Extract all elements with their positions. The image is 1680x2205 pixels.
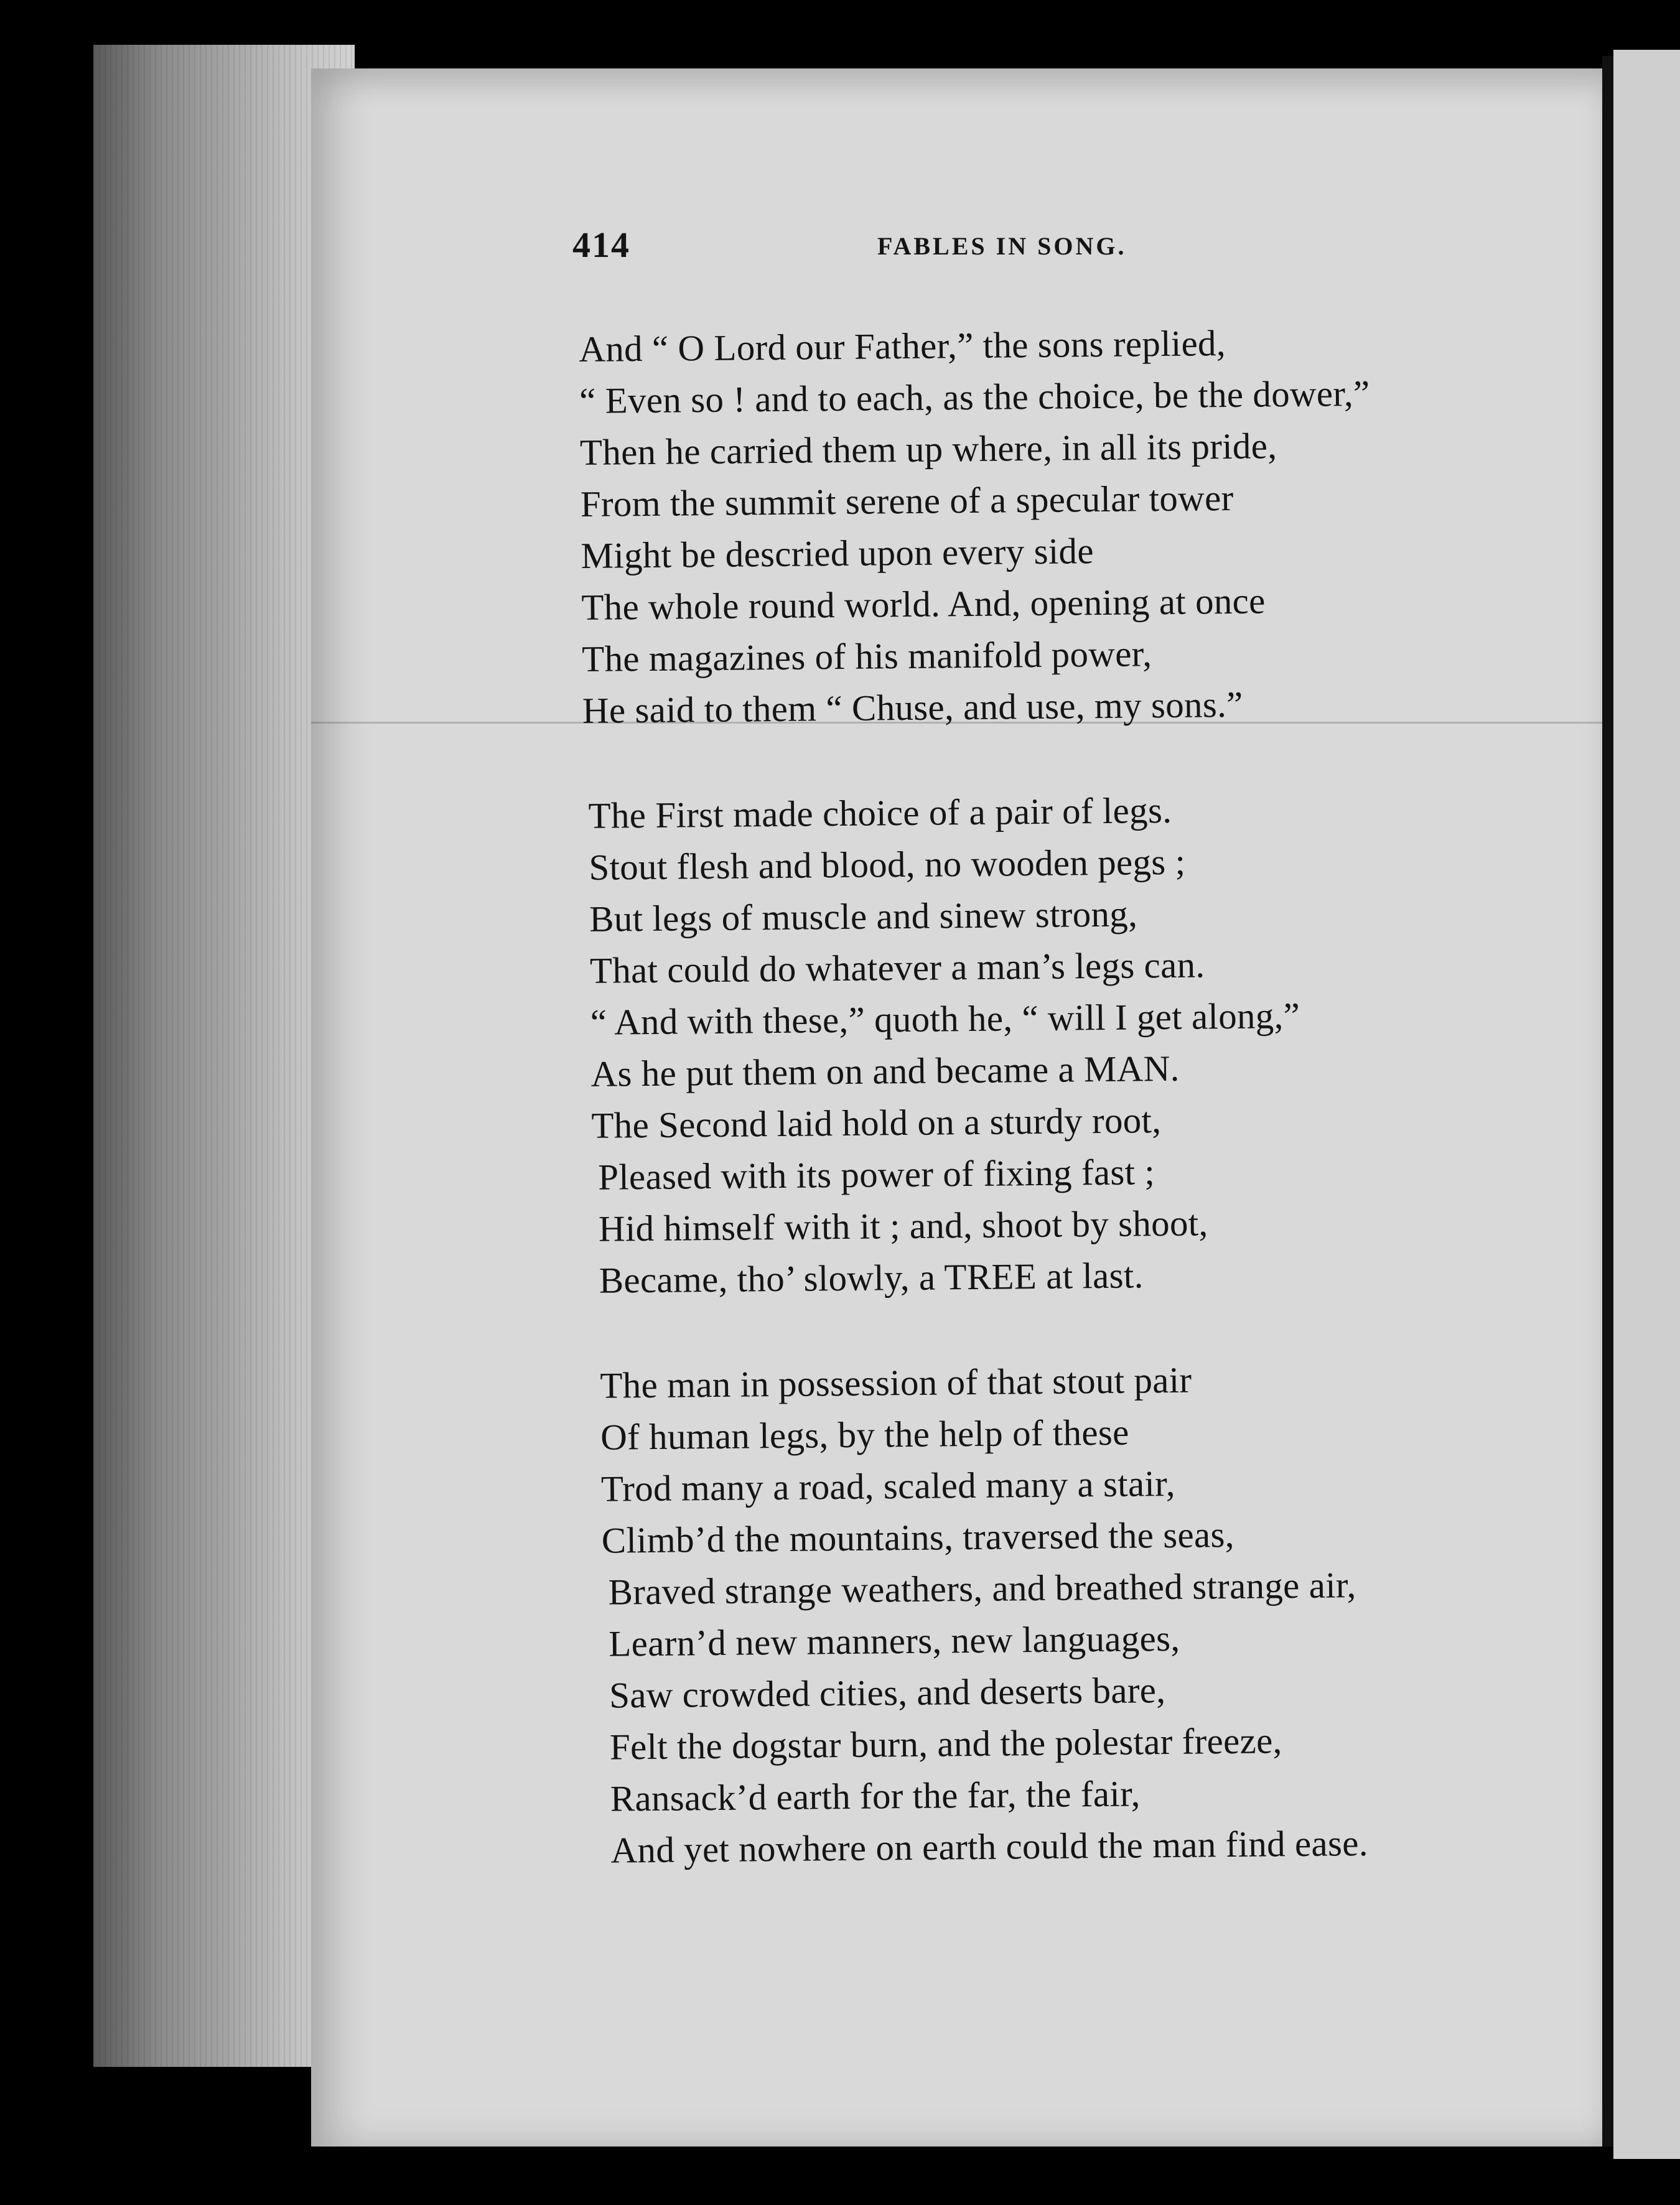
verse-line: But legs of muscle and sinew strong, — [589, 893, 1138, 939]
verse-line: Learn’d new manners, new languages, — [609, 1617, 1180, 1664]
verse-line: The Second laid hold on a sturdy root, — [591, 1099, 1162, 1146]
verse-line: The whole round world. And, opening at once — [581, 580, 1266, 628]
verse-line: That could do whatever a man’s legs can. — [589, 944, 1205, 991]
stanza-2 — [583, 780, 1596, 1307]
verse-line: Braved strange weathers, and breathed strange air, — [608, 1564, 1356, 1613]
verse-line: As he put them on and became a MAN. — [590, 1047, 1180, 1094]
verse-line: Ransack’d earth for the far, the fair, — [610, 1773, 1141, 1819]
book-gutter — [1602, 56, 1613, 2147]
verse-line: The First made choice of a pair of legs. — [588, 789, 1172, 836]
page-number: 414 — [572, 225, 630, 265]
verse-line: Pleased with its power of fixing fast ; — [597, 1151, 1155, 1198]
verse-line: Of human legs, by the help of these — [600, 1411, 1129, 1458]
stanza-3 — [589, 1350, 1602, 1876]
verse-line: Felt the dogstar burn, and the polestar freeze, — [609, 1720, 1282, 1768]
verse-line: And “ O Lord our Father,” the sons replied, — [579, 322, 1226, 370]
verse-line: From the summit serene of a specular tower — [580, 477, 1234, 524]
verse-line: And yet nowhere on earth could the man find ease. — [610, 1822, 1369, 1871]
verse-line: Stout flesh and blood, no wooden pegs ; — [589, 841, 1186, 888]
verse-line: Trod many a road, scaled many a stair, — [600, 1462, 1176, 1509]
verse-line: The magazines of his manifold power, — [581, 633, 1152, 679]
verse-line: Saw crowded cities, and deserts bare, — [609, 1669, 1166, 1716]
running-head: FABLES IN SONG. — [877, 232, 1127, 260]
verse-line: “ Even so ! and to each, as the choice, be the dower,” — [579, 372, 1370, 421]
stanza-1 — [579, 314, 1590, 737]
poem-body — [579, 314, 1602, 1929]
verse-line: He said to them “ Chuse, and use, my sons.” — [582, 683, 1243, 731]
verse-line: “ And with these,” quoth he, “ will I get along,” — [590, 994, 1300, 1043]
verse-line: Climb’d the mountains, traversed the seas, — [601, 1513, 1235, 1561]
verse-line: Might be descried upon every side — [581, 530, 1094, 576]
verse-line: Then he carried them up where, in all its pride, — [579, 425, 1277, 473]
page-header — [572, 224, 1506, 286]
verse-line: The man in possession of that stout pair — [600, 1359, 1192, 1406]
verse-line: Hid himself with it ; and, shoot by shoot, — [598, 1202, 1208, 1249]
adjacent-page-edge — [1613, 50, 1680, 2159]
verse-line: Became, tho’ slowly, a TREE at last. — [599, 1254, 1144, 1301]
